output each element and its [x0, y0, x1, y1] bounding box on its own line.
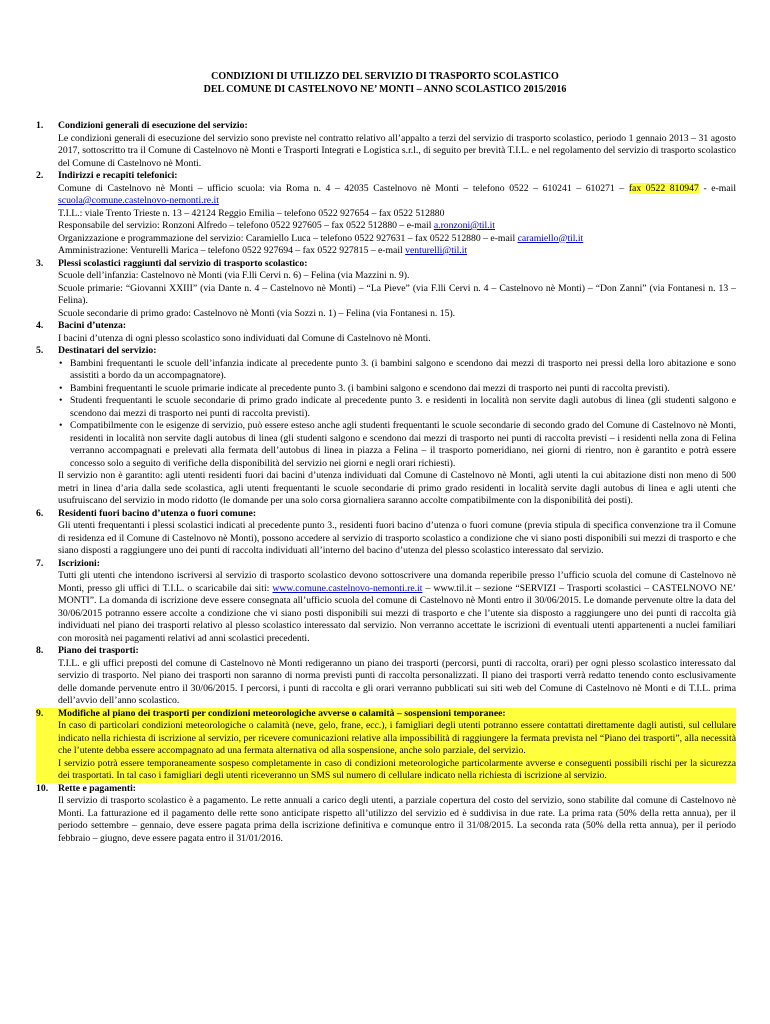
weather-text: In caso di particolari condizioni meteorologiche o calamità (neve, gelo, frane, ecc.), i famigliari degli utenti potranno essere contattati direttamente dagli autisti, sul cellulare indicato nella richiesta di iscrizione al servizio, per ricevere comunicazioni relative alla impossibilità di raggiungere la fermata prevista nel “Piano dei trasporti”, alla necessità che l’utente debba essere accompagnato ad una fermata alternativa od alla sospensione, anche solo parziale, del servizio. — [58, 720, 736, 756]
section-text: Il servizio non è garantito: agli utenti residenti fuori dai bacini d’utenza individuati dal Comune di Castelnovo nè Monti, agli utenti la cui abitazione disti non meno di 500 metri in linea d’aria dalla sede scolastica, agli utenti frequentanti le scuole secondarie di primo grado residenti in località servite dagli autobus di linea e agli utenti che usufruiscano del servizio in modo ridotto (le domande per una solo corsa giornaliera saranno accolte compatibilmente con la disponibilità dei posti). — [58, 470, 736, 506]
section-heading: Condizioni generali di esecuzione del servizio: — [58, 120, 248, 131]
section-text: I bacini d’utenza di ogni plesso scolastico sono individuati dal Comune di Castelnovo nè Monti. — [58, 332, 431, 344]
schools-secondarie: Scuole secondarie di primo grado: Castelnovo nè Monti (via Sozzi n. 1) – Felina (via Fontanesi n. 15). — [58, 307, 456, 319]
section-heading: Modifiche al piano dei trasporti per condizioni meteorologiche avverse o calamità – sospensioni temporanee: — [58, 707, 506, 719]
schools-primarie: Scuole primarie: “Giovanni XXIII” (via Dante n. 4 – Castelnovo nè Monti) – “La Pieve” (via F.lli Cervi n. 4 – Castelnovo nè Monti) – “Don Zanni” (via Fontanesi n. 13 – Felina). — [58, 282, 736, 306]
section-heading: Destinatari del servizio: — [58, 345, 157, 356]
section-text: T.I.L. e gli uffici preposti del comune di Castelnovo nè Monti redigeranno un piano dei trasporti (percorsi, punti di raccolta, orari) per ogni plesso scolastico interessato dal servizio di trasporto. Nel piano dei trasporti non saranno di norma previsti punti di raccolta personalizzati. Il piano dei trasporti verrà redatto tenendo conto esclusivamente delle domande pervenute entro il 30/06/2015. I percorsi, i punti di raccolta e gli orari verranno pubblicati sui siti web del Comune di Castelnovo nè Monti e di T.I.L. prima dell’avvio dell’anno scolastico. — [58, 657, 736, 706]
section-text: Il servizio di trasporto scolastico è a pagamento. Le rette annuali a carico degli utenti, a parziale copertura del costo del servizio, sono stabilite dal comune di Castelnovo nè Monti. La fatturazione ed il pagamento delle rette sono anticipate rispetto all’utilizzo del servizio ed è suddivisa in due rate. La prima rata (50% della retta annua), per il periodo settembre – gennaio, deve essere pagata prima della iscrizione definitiva e comunque entro il 31/08/2015. La seconda rata (50% della retta annua), per il periodo febbraio – giugno, deve essere pagata entro il 31/01/2016. — [58, 795, 736, 844]
title-line-1: CONDIZIONI DI UTILIZZO DEL SERVIZIO DI TRASPORTO SCOLASTICO — [211, 71, 559, 82]
contact-text: Amministrazione: Venturelli Marica – telefono 0522 927694 – fax 0522 927815 – e-mail — [58, 245, 406, 256]
section-text: Le condizioni generali di esecuzione del servizio sono previste nel contratto relativo all’appalto a terzi del servizio di trasporto scolastico, periodo 1 gennaio 2013 – 31 agosto 2017, sottoscritto tra il Comune di Castelnovo nè Monti e Trasporti Integrati e Logistica s.r.l., di seguito per brevità T.I.L. e nel regolamento del servizio di trasporto scolastico del Comune di Castelnovo nè Monti. — [58, 132, 736, 169]
section-7 — [36, 558, 736, 646]
section-text — [58, 570, 736, 645]
contact-comune — [58, 183, 736, 208]
section-5 — [36, 345, 736, 508]
section-number: 5. — [36, 345, 44, 356]
section-number: 2. — [36, 170, 44, 181]
contact-sep: - e-mail — [698, 182, 737, 194]
section-6 — [36, 508, 736, 558]
section-10 — [36, 783, 736, 846]
section-number: 8. — [36, 645, 44, 656]
text-part: Tutti gli utenti che intendono iscriversi al servizio di trasporto scolastico devono sottoscrivere una domanda reperibile presso l’ufficio scuola del comune di Castelnovo nè Monti, presso gli uffici di T.I.L. o scaricabile dai siti: — [58, 570, 736, 594]
section-9-highlighted — [36, 708, 736, 783]
contact-text: Responsabile del servizio: Ronzoni Alfredo – telefono 0522 927605 – fax 0522 512880 – e-mail — [58, 220, 434, 231]
section-number: 4. — [36, 320, 44, 331]
section-number: 3. — [36, 257, 44, 269]
section-number: 10. — [36, 782, 49, 794]
section-heading: Bacini d’utenza: — [58, 320, 127, 331]
section-heading: Rette e pagamenti: — [58, 782, 137, 794]
list-item: • Bambini frequentanti le scuole primarie indicate al precedente punto 3. (i bambini salgono e scendono dai mezzi di trasporto nei punti di raccolta previsti). — [58, 383, 736, 396]
suspension-text: I servizio potrà essere temporaneamente sospeso completamente in caso di condizioni meteorologiche particolarmente avverse e conseguenti possibili rischi per la sicurezza dei trasportati. In tal caso i famigliari degli utenti riceveranno un SMS sul numero di cellulare indicato nella richiesta di iscrizione al servizio. — [58, 757, 736, 781]
email-link-caramiello[interactable]: caramiello@til.it — [517, 232, 584, 244]
section-number: 9. — [36, 707, 44, 719]
section-number: 1. — [36, 120, 44, 131]
email-link-venturelli[interactable]: venturelli@til.it — [405, 245, 468, 256]
section-1 — [36, 120, 736, 170]
text-part: – www.til.it – sezione “SERVIZI – Trasporti scolastici – CASTELNOVO NE’ MONTI”. La domanda di iscrizione deve essere consegnata all’ufficio scuola del comune di Castelnovo nè Monti entro il 30/06/2015. Le domande pervenute oltre la data del 30/06/2015 potranno essere accolte a condizione che vi siano posti disponibili sui mezzi di trasporto e che l’utente sia disposto a raggiungere uno dei punti di raccolta già individuati nel piano dei trasporti relativo al plesso scolastico interessato dal servizio. Non verranno accettate le iscrizioni di eventuali utenti appartenenti a nuclei familiari con morosità nei pagamenti relativi ad anni scolastici precedenti. — [58, 582, 736, 644]
section-text: Gli utenti frequentanti i plessi scolastici indicati al precedente punto 3., residenti fuori bacino d’utenza o fuori comune (previa stipula di specifica convenzione tra il Comune di residenza ed il Comune di Castelnovo nè Monti), possono accedere al servizio di trasporto scolastico a condizione che vi siano posti disponibili sui mezzi di trasporto e che siano disposti a raggiungere uno dei punti di raccolta individuati all’interno del bacino d’utenza del plesso scolastico interessato dal servizio. — [58, 520, 736, 556]
section-heading: Iscrizioni: — [58, 557, 100, 569]
contact-til: T.I.L.: viale Trento Trieste n. 13 – 42124 Reggio Emilia – telefono 0522 927654 – fax 0522 512880 — [58, 207, 445, 219]
section-3 — [36, 258, 736, 321]
contact-text: Organizzazione e programmazione del servizio: Caramiello Luca – telefono 0522 927631 – fax 0522 512880 – e-mail — [58, 232, 518, 244]
email-link-scuola[interactable]: scuola@comune.castelnovo-nemonti.re.it — [58, 195, 219, 206]
contact-text: Comune di Castelnovo nè Monti – ufficio scuola: via Roma n. 4 – 42035 Castelnovo nè Monti – telefono 0522 – 610241 – 610271 – — [58, 182, 629, 194]
schools-infanzia: Scuole dell’infanzia: Castelnovo nè Monti (via F.lli Cervi n. 6) – Felina (via Mazzini n. 9). — [58, 270, 410, 281]
section-4 — [36, 320, 736, 345]
section-number: 6. — [36, 507, 44, 519]
title-line-2: DEL COMUNE DI CASTELNOVO NE’ MONTI – ANNO SCOLASTICO 2015/2016 — [203, 84, 567, 95]
email-link-ronzoni[interactable]: a.ronzoni@til.it — [433, 220, 495, 231]
list-item: • Bambini frequentanti le scuole dell’infanzia indicate al precedente punto 3. (i bambini salgono e scendono dai mezzi di trasporto nei pressi della loro abitazione e sono assistiti a bordo da un accompagnatore). — [58, 358, 736, 383]
document-title — [0, 70, 770, 96]
website-link[interactable]: www.comune.castelnovo-nemonti.re.it — [272, 582, 423, 594]
document-body — [36, 120, 736, 845]
contact-responsabile — [58, 220, 736, 233]
section-heading: Indirizzi e recapiti telefonici: — [58, 170, 178, 181]
contact-organizzazione — [58, 233, 736, 246]
section-number: 7. — [36, 557, 44, 569]
section-8 — [36, 645, 736, 708]
list-item: • Compatibilmente con le esigenze di servizio, può essere esteso anche agli studenti frequentanti le scuole secondarie di secondo grado del Comune di Castelnovo nè Monti, residenti in località non servite dagli autobus di linea (gli studenti salgono e scendono dai mezzi di trasporto nei punti di raccolta previsti – i residenti nella zona di Felina verranno accompagnati e prelevati alla fermata dell’autobus di linea in piazza a Felina – il trasporto pomeridiano, nei giorni di rientro, non è garantito e potrà essere concesso solo a seguito di verifiche della disponibilità del servizio nei giorni e negli orari richiesti). — [58, 420, 736, 470]
list-item: • Studenti frequentanti le scuole secondarie di primo grado indicate al precedente punto 3. e residenti in località non servite dagli autobus di linea (gli studenti salgono e scendono dai mezzi di trasporto nei punti di raccolta previsti). — [58, 395, 736, 420]
section-heading: Piano dei trasporti: — [58, 645, 139, 656]
contact-amministrazione — [58, 245, 736, 258]
section-2 — [36, 170, 736, 258]
fax-highlight: fax 0522 810947 — [628, 182, 699, 194]
section-heading: Plessi scolastici raggiunti dal servizio di trasporto scolastico: — [58, 257, 308, 269]
section-heading: Residenti fuori bacino d’utenza o fuori comune: — [58, 507, 257, 519]
recipients-list — [58, 358, 736, 471]
